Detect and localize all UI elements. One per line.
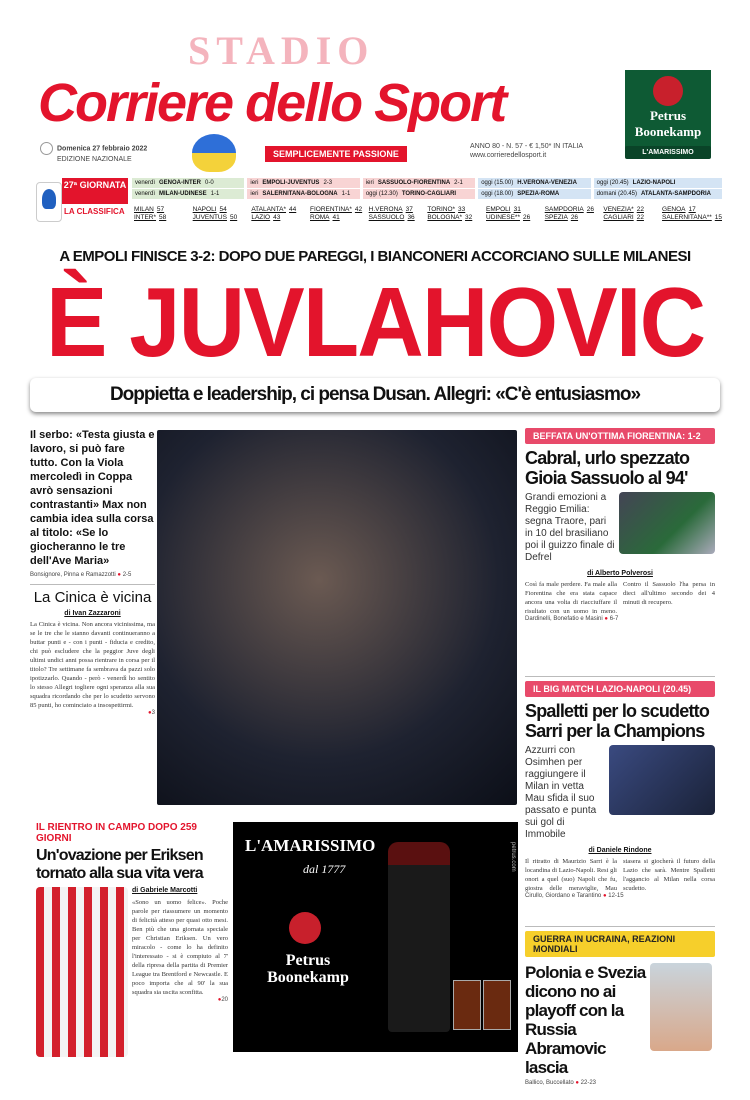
result-match: SASSUOLO-FIORENTINA: [377, 180, 451, 186]
petrus-ad-top[interactable]: [625, 70, 711, 156]
sassuolo-summary: Grandi emozioni a Reggio Emilia: segna Traore, pari in 10 del brasiliano poi il guizzo finale di Defrel: [525, 492, 615, 563]
standings-grid: [134, 206, 722, 222]
team-points: 57: [156, 206, 165, 213]
standing-entry: [251, 214, 310, 222]
team-name: LAZIO: [251, 214, 271, 221]
team-points: 17: [688, 206, 696, 213]
ad-emblem-icon: [289, 912, 321, 944]
eriksen-page: 20: [221, 997, 228, 1003]
result-score: 1-1: [341, 191, 351, 197]
petrus-advert[interactable]: [233, 822, 518, 1052]
team-name: NAPOLI: [192, 206, 217, 213]
lazio-credit: Cirullo, Giordano e Tarantino: [525, 893, 602, 899]
petrus-tagline: L'AMARISSIMO: [625, 146, 711, 159]
team-points: 22: [636, 214, 644, 221]
standing-entry: [134, 214, 193, 222]
standing-entry: [603, 206, 662, 214]
result-when: venerdì: [135, 191, 156, 197]
team-name: INTER*: [134, 214, 157, 221]
result-row: [132, 189, 244, 199]
website: www.corrieredellosport.it: [470, 152, 547, 159]
date-block: [40, 142, 147, 164]
editorial-title: La Cinica è vicina: [33, 589, 152, 606]
eriksen-article: IL RIENTRO IN CAMPO DOPO 259 GIORNI Un'ovazione per Eriksen tornato alla sua vita vera di Gabriele Marcotti «Sono un uomo felice». Poche parole per riassumere un momento di felicità atteso per quasi otto mesi. Ben più che una giornata speciale per Christian Eriksen. Un vero miracolo - come lo ha definito l'interessato - si è compiuto al 7' della ripresa della partita di Premier League tra Brentford e Newcastle. E poco importa che al 90' la sua squadra sia uscita sconfitta. ●20: [36, 822, 228, 1057]
petrus-emblem-icon: [653, 76, 683, 106]
standing-entry: [662, 214, 722, 222]
team-name: MILAN: [134, 206, 154, 213]
result-match: EMPOLI-JUVENTUS: [262, 180, 320, 186]
sassuolo-credit: Dardinelli, Bonefatio e Masini: [525, 616, 603, 622]
result-row: [132, 178, 244, 188]
team-points: 15: [714, 214, 722, 221]
main-headline: È JUVLAHOVIC: [46, 267, 705, 377]
standing-entry: [193, 206, 252, 214]
result-when: ieri: [250, 191, 259, 197]
team-name: JUVENTUS: [192, 214, 227, 221]
result-match: MILAN-UDINESE: [159, 191, 207, 197]
ukraine-pages: 22-23: [580, 1080, 597, 1086]
side-credit: Bonsignore, Pinna e Ramazzotti: [30, 572, 116, 578]
sassuolo-photo: [619, 492, 715, 554]
serie-a-logo-icon: [36, 182, 62, 222]
team-points: 26: [522, 214, 531, 221]
editorial-body: La Cinica è vicina. Non ancora vicinissima, ma se le tre che le stanno davanti continueranno a buttar punti e - con i punti - fiducia e credito, chi può escludere che la peggior Juve degli ultimi undici anni possa rientrare in corsa per il titolo? Tre settimane fa sembrava da pazzi solo ipotizzarlo. Quando - però - venerdì ho sentito lo stesso Allegri togliere ogni speranza alla sua squadra ricordando che per lo scudetto servono 85 punti, ho cominciato a insospettirmi.: [30, 621, 155, 709]
ad-website: petrus.com: [510, 842, 516, 872]
team-name: SASSUOLO: [368, 214, 405, 221]
lazio-article: IL BIG MATCH LAZIO-NAPOLI (20.45) Spalletti per lo scudetto Sarri per la Champions Azzurri con Osimhen per raggiungere il Milan in vetta Mau sfida il suo passato e punta sui gol di Immobile di Daniele Rindone Il ritratto di Maurizio Sarri è la locandina di Lazio-Napoli. Resi gli onori a quel (suo) Napoli che fu, giostra delle meraviglie, Mau stasera si giocherà il futuro della Lazio che sarà. Mentre Spalletti l'aggancio al Milan nella corsa scudetto. Cirullo, Giordano e Tarantino ● 12-15: [525, 676, 715, 899]
result-row: [247, 178, 359, 188]
price: ANNO 80 - N. 57 - € 1,50* IN ITALIA: [470, 143, 584, 150]
ad-since: dal 1777: [303, 862, 346, 876]
standing-entry: [427, 214, 486, 222]
sassuolo-body: Così fa male perdere. Fa male alla Fiorentina che era stata capace ancora una volta di riacciuffare il risultato con un uomo in meno. Contro il Sassuolo l'ha persa in dieci all'ultimo secondo dei 4 minuti di recupero.: [525, 581, 715, 615]
sassuolo-title: Cabral, urlo spezzato Gioia Sassuolo al 94': [525, 448, 690, 488]
team-points: 26: [570, 214, 579, 221]
team-name: UDINESE**: [486, 214, 520, 221]
side-pages: 2-5: [122, 572, 132, 578]
newspaper-logo: Corriere dello Sport: [38, 73, 506, 133]
team-name: EMPOLI: [486, 206, 511, 213]
lazio-summary: Azzurri con Osimhen per raggiungere il Milan in vetta Mau sfida il suo passato e punta sui gol di Immobile: [525, 745, 597, 840]
result-row: [363, 189, 475, 199]
team-name: VENEZIA*: [603, 206, 634, 213]
team-name: H.VERONA: [368, 206, 403, 213]
left-column: [30, 428, 155, 716]
team-points: 42: [354, 206, 363, 213]
editorial-page: 3: [151, 710, 155, 716]
team-name: CAGLIARI: [603, 214, 634, 221]
standing-entry: [134, 206, 193, 214]
result-row: [247, 189, 359, 199]
standing-entry: [662, 206, 722, 214]
ukraine-credit: Ballico, Buccellato: [525, 1080, 574, 1086]
team-name: SALERNITANA**: [662, 214, 712, 221]
team-name: SPEZIA: [544, 214, 568, 221]
team-name: ATALANTA*: [251, 206, 287, 213]
result-when: oggi (20.45): [596, 180, 629, 186]
result-when: ieri: [365, 180, 374, 186]
standings-label: LA CLASSIFICA: [64, 207, 125, 216]
result-score: 0-0: [205, 180, 214, 186]
lazio-pages: 12-15: [608, 893, 624, 899]
sassuolo-tag: BEFFATA UN'OTTIMA FIORENTINA: 1-2: [525, 428, 715, 444]
result-row: [363, 178, 475, 188]
ukraine-heart-icon: [192, 134, 236, 172]
results-grid: [132, 178, 722, 199]
motto: SEMPLICEMENTE PASSIONE: [265, 146, 407, 162]
result-when: venerdì: [135, 180, 156, 186]
team-name: GENOA: [662, 206, 686, 213]
result-row: [594, 189, 722, 199]
result-match: GENOA-INTER: [159, 180, 202, 186]
team-name: FIORENTINA*: [310, 206, 352, 213]
sassuolo-byline: di Alberto Polverosi: [587, 570, 653, 577]
standing-entry: [486, 214, 545, 222]
lazio-title: Spalletti per lo scudetto Sarri per la Champions: [525, 701, 710, 741]
result-row: [478, 178, 590, 188]
team-points: 43: [273, 214, 281, 221]
edition-circle-icon: [40, 142, 53, 155]
team-points: 22: [636, 206, 644, 213]
result-when: oggi (15.00): [481, 180, 514, 186]
standing-entry: [427, 206, 486, 214]
issue-date: Domenica 27 febbraio 2022: [57, 145, 148, 153]
editorial: La Cinica è vicina di Ivan Zazzaroni La Cinica è vicina. Non ancora vicinissima, ma se le tre che le stanno davanti continueranno a buttar punti e - con i punti - fiducia e credito, chi può escludere che la peggior Juve degli ultimi undici anni possa rientrare in corsa per il titolo? Tre settimane fa sembrava da pazzi solo ipotizzarlo. Quando - però - venerdì ho sentito lo stesso Allegri togliere ogni speranza alla sua squadra ricordando che per lo scudetto servono 85 punti, ho cominciato a insospettirmi. ●3: [30, 584, 155, 716]
team-name: TORINO*: [427, 206, 456, 213]
main-kicker: A EMPOLI FINISCE 3-2: DOPO DUE PAREGGI, I BIANCONERI ACCORCIANO SULLE MILANESI: [59, 248, 691, 265]
standing-entry: [486, 206, 545, 214]
ukraine-article: GUERRA IN UCRAINA, REAZIONI MONDIALI Polonia e Svezia dicono no ai playoff con la Russia Abramovic lascia Ballico, Buccellato ● 22-23: [525, 926, 715, 1086]
result-score: 1-1: [210, 191, 220, 197]
team-points: 32: [465, 214, 473, 221]
result-match: LAZIO-NAPOLI: [632, 180, 676, 186]
lazio-body: Il ritratto di Maurizio Sarri è la locandina di Lazio-Napoli. Resi gli onori a quel (suo) Napoli che fu, giostra delle meraviglie, Mau stasera si giocherà il futuro della Lazio che sarà. Mentre Spalletti l'aggancio al Milan nella corsa scudetto.: [525, 858, 715, 892]
result-when: oggi (18.00): [481, 191, 514, 197]
ad-brand: Petrus Boonekamp: [267, 952, 349, 986]
ukraine-tag: GUERRA IN UCRAINA, REAZIONI MONDIALI: [525, 931, 715, 957]
sassuolo-pages: 6-7: [609, 616, 619, 622]
team-points: 44: [289, 206, 297, 213]
eriksen-title: Un'ovazione per Eriksen tornato alla sua vita vera: [36, 847, 203, 882]
team-points: 31: [513, 206, 521, 213]
result-match: SALERNITANA-BOLOGNA: [262, 191, 338, 197]
sassuolo-article: BEFFATA UN'OTTIMA FIORENTINA: 1-2 Cabral, urlo spezzato Gioia Sassuolo al 94' Grandi emozioni a Reggio Emilia: segna Traore, pari in 10 del brasiliano poi il guizzo finale di Defrel di Alberto Polverosi Così fa male perdere. Fa male alla Fiorentina che era stata capace ancora una volta di riacciuffare il risultato con un uomo in meno. Contro il Sassuolo l'ha persa in dieci all'ultimo secondo dei 4 minuti di recupero. Dardinelli, Bonefatio e Masini ● 6-7: [525, 428, 715, 622]
standing-entry: [603, 214, 662, 222]
lazio-tag: IL BIG MATCH LAZIO-NAPOLI (20.45): [525, 681, 715, 697]
team-points: 50: [229, 214, 238, 221]
team-points: 37: [405, 206, 413, 213]
standing-entry: [545, 206, 604, 214]
editorial-byline: di Ivan Zazzaroni: [64, 610, 121, 617]
team-name: SAMPDORIA: [544, 206, 584, 213]
standing-entry: [310, 214, 369, 222]
result-score: 2-1: [454, 180, 463, 186]
main-side-text: Il serbo: «Testa giusta e lavoro, si può fare tutto. Con la Viola mercoledì in Coppa avrò sensazioni contrastanti» Max non cambia idea sulla corsa al titolo: «Se lo giocheranno le tre dell'Ave Maria» Bonsignore, Pinna e Ramazzotti ● 2-5: [30, 429, 155, 578]
edition: EDIZIONE NAZIONALE: [57, 156, 132, 163]
result-match: ATALANTA-SAMPDORIA: [641, 191, 711, 197]
glass-image: [453, 980, 481, 1030]
standing-entry: [369, 206, 428, 214]
lazio-byline: di Daniele Rindone: [588, 847, 652, 854]
team-name: BOLOGNA*: [427, 214, 463, 221]
team-points: 33: [458, 206, 466, 213]
masthead: [38, 30, 608, 138]
coaches-photo: [609, 745, 715, 815]
price-block: [470, 142, 583, 160]
standing-entry: [193, 214, 252, 222]
eriksen-photo: [36, 887, 128, 1057]
result-match: H.VERONA-VENEZIA: [517, 180, 577, 186]
standing-entry: [545, 214, 604, 222]
bottle-image: [388, 842, 450, 1032]
standing-entry: [251, 206, 310, 214]
standing-entry: [369, 214, 428, 222]
eriksen-body: «Sono un uomo felice». Poche parole per riassumere un momento di felicità atteso per quasi otto mesi. Ben più che una giornata speciale per Christian Eriksen. Un vero miracolo - come lo ha definito l'interessato - si è compiuto al 7' della ripresa della partita di Premier League tra Brentford e Newcastle. E poco importa che al 90' la sua squadra sia uscita sconfitta.: [132, 899, 228, 996]
glass-image: [483, 980, 511, 1030]
standing-entry: [310, 206, 369, 214]
team-points: 58: [159, 214, 167, 221]
team-points: 41: [332, 214, 340, 221]
ad-headline: L'AMARISSIMO: [245, 836, 376, 855]
result-match: TORINO-CAGLIARI: [401, 191, 457, 197]
result-row: [594, 178, 722, 188]
result-row: [478, 189, 590, 199]
team-points: 36: [407, 214, 415, 221]
ukraine-title: Polonia e Svezia dicono no ai playoff con la Russia Abramovic lascia: [525, 963, 646, 1077]
main-subhead: Doppietta e leadership, ci pensa Dusan. Allegri: «C'è entusiasmo»: [30, 378, 720, 412]
stadio-overlay: STADIO: [188, 28, 375, 73]
round-label: 27ª GIORNATA: [62, 178, 128, 204]
side-quote: Il serbo: «Testa giusta e lavoro, si può fare tutto. Con la Viola mercoledì in Coppa avrò sensazioni contrastanti» Max non cambia idea sulla corsa al titolo: «Se lo giocheranno le tre dell'Ave Maria»: [30, 429, 155, 567]
team-points: 26: [586, 206, 594, 213]
result-when: domani (20.45): [596, 191, 637, 197]
juventus-celebration-photo: [157, 430, 517, 805]
eriksen-byline: di Gabriele Marcotti: [132, 887, 198, 894]
team-points: 54: [219, 206, 227, 213]
result-when: ieri: [250, 180, 259, 186]
eriksen-tag: IL RIENTRO IN CAMPO DOPO 259 GIORNI: [36, 822, 197, 844]
petrus-brand: Petrus Boonekamp: [634, 108, 702, 139]
result-score: 2-3: [323, 180, 333, 186]
result-when: oggi (12.30): [365, 191, 398, 197]
abramovich-photo: [650, 963, 712, 1051]
result-match: SPEZIA-ROMA: [517, 191, 560, 197]
team-name: ROMA: [310, 214, 330, 221]
